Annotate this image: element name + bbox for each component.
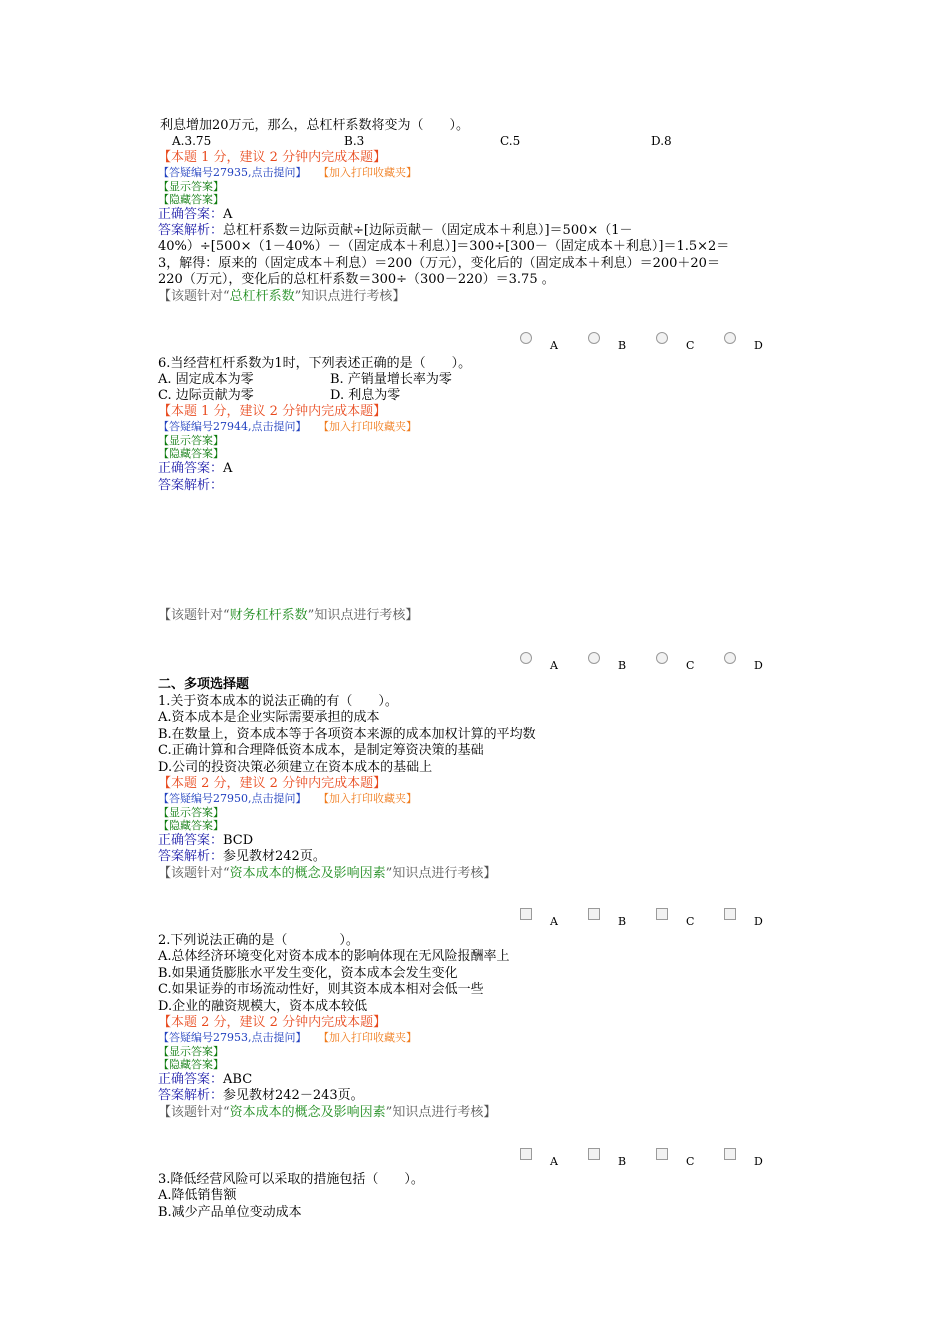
- m1-option-d[interactable]: D: [724, 908, 764, 930]
- q5-answer-label: 正确答案：: [158, 207, 224, 222]
- q5-qa-link[interactable]: 【答疑编号27935,点击提问】: [158, 166, 307, 179]
- m1-option-a[interactable]: A: [520, 908, 560, 930]
- m1-knowledge-point: 【该题针对“资本成本的概念及影响因素”知识点进行考核】: [158, 866, 497, 881]
- m2-option-a[interactable]: A: [520, 1148, 560, 1170]
- q6-qa-link[interactable]: 【答疑编号27944,点击提问】: [158, 420, 307, 433]
- q6-choice-a: A. 固定成本为零: [158, 372, 254, 387]
- m1-qa-link[interactable]: 【答疑编号27950,点击提问】: [158, 792, 307, 805]
- m2-knowledge-point: 【该题针对“资本成本的概念及影响因素”知识点进行考核】: [158, 1105, 497, 1120]
- q5-choice-a: A.3.75: [172, 134, 212, 148]
- m2-links: [158, 1031, 417, 1045]
- radio-icon[interactable]: [588, 332, 600, 344]
- q5-score: 【本题 1 分，建议 2 分钟内完成本题】: [158, 150, 387, 165]
- q5-fav-link[interactable]: 【加入打印收藏夹】: [318, 166, 417, 179]
- checkbox-icon[interactable]: [656, 1148, 668, 1160]
- radio-icon[interactable]: [520, 652, 532, 664]
- radio-icon[interactable]: [724, 652, 736, 664]
- q5-option-c[interactable]: C: [656, 332, 696, 354]
- m1-show-answer[interactable]: 【显示答案】: [158, 806, 224, 819]
- q6-stem: 6.当经营杠杆系数为1时，下列表述正确的是（ ）。: [158, 356, 472, 371]
- m1-stem: 1.关于资本成本的说法正确的有（ ）。: [158, 694, 398, 709]
- checkbox-icon[interactable]: [724, 908, 736, 920]
- m1-choice-b: B.在数量上，资本成本等于各项资本来源的成本加权计算的平均数: [158, 727, 536, 742]
- m1-option-c[interactable]: C: [656, 908, 696, 930]
- q6-knowledge-point: 【该题针对“财务杠杆系数”知识点进行考核】: [158, 608, 419, 623]
- q5-answer: [158, 207, 232, 223]
- q6-option-d[interactable]: D: [724, 652, 764, 674]
- checkbox-icon[interactable]: [656, 908, 668, 920]
- q6-hide-answer[interactable]: 【隐藏答案】: [158, 447, 224, 460]
- q5-choice-c: C.5: [500, 134, 521, 148]
- m1-option-b[interactable]: B: [588, 908, 628, 930]
- m2-stem: 2.下列说法正确的是（ ）。: [158, 933, 359, 948]
- q6-choice-b: B. 产销量增长率为零: [330, 372, 452, 387]
- radio-icon[interactable]: [724, 332, 736, 344]
- q6-choice-c: C. 边际贡献为零: [158, 388, 254, 403]
- m2-qa-link[interactable]: 【答疑编号27953,点击提问】: [158, 1031, 307, 1044]
- radio-icon[interactable]: [520, 332, 532, 344]
- m1-choice-c: C.正确计算和合理降低资本成本，是制定筹资决策的基础: [158, 743, 484, 758]
- q5-option-b[interactable]: B: [588, 332, 628, 354]
- q6-answer-value: A: [223, 461, 233, 476]
- m2-answer-options: [520, 1148, 780, 1170]
- q6-option-c[interactable]: C: [656, 652, 696, 674]
- m2-analysis: 答案解析：参见教材242－243页。: [158, 1088, 364, 1103]
- q5-hide-answer[interactable]: 【隐藏答案】: [158, 193, 224, 206]
- q6-kp-name: 财务杠杆系数: [229, 608, 308, 623]
- checkbox-icon[interactable]: [588, 908, 600, 920]
- m2-score: 【本题 2 分，建议 2 分钟内完成本题】: [158, 1015, 387, 1030]
- q6-answer-label: 正确答案：: [158, 461, 224, 476]
- m1-answer-options: [520, 908, 780, 930]
- q6-answer-options: [520, 652, 780, 674]
- m2-answer: [158, 1072, 252, 1088]
- m2-choice-d: D.企业的融资规模大，资本成本较低: [158, 999, 368, 1014]
- q6-option-b[interactable]: B: [588, 652, 628, 674]
- q5-analysis-label: 答案解析：: [158, 223, 224, 238]
- q6-analysis-label: 答案解析：: [158, 478, 224, 493]
- m1-answer: [158, 833, 253, 849]
- q5-option-d[interactable]: D: [724, 332, 764, 354]
- q5-analysis-line-3: 3，解得：原来的（固定成本＋利息）＝200（万元），变化后的（固定成本＋利息）＝200＋20＝: [158, 256, 720, 271]
- m2-option-d[interactable]: D: [724, 1148, 764, 1170]
- checkbox-icon[interactable]: [520, 908, 532, 920]
- m1-hide-answer[interactable]: 【隐藏答案】: [158, 819, 224, 832]
- checkbox-icon[interactable]: [520, 1148, 532, 1160]
- q6-score: 【本题 1 分，建议 2 分钟内完成本题】: [158, 404, 387, 419]
- q6-links: [158, 420, 417, 434]
- q5-knowledge-point: 【该题针对“总杠杆系数”知识点进行考核】: [158, 289, 406, 304]
- radio-icon[interactable]: [656, 652, 668, 664]
- m2-show-answer[interactable]: 【显示答案】: [158, 1045, 224, 1058]
- q5-kp-name: 总杠杆系数: [229, 289, 295, 304]
- q5-analysis-line-1: 答案解析：总杠杆系数＝边际贡献÷[边际贡献－（固定成本＋利息）]＝500×（1－: [158, 223, 633, 238]
- m3-choice-a: A.降低销售额: [158, 1188, 237, 1203]
- m3-choice-b: B.减少产品单位变动成本: [158, 1205, 302, 1220]
- section-title: 二、多项选择题: [158, 677, 250, 692]
- m2-fav-link[interactable]: 【加入打印收藏夹】: [318, 1031, 417, 1044]
- radio-icon[interactable]: [588, 652, 600, 664]
- q6-show-answer[interactable]: 【显示答案】: [158, 434, 224, 447]
- q5-analysis-line-2: 40%）÷[500×（1－40%）－（固定成本＋利息）]＝300÷[300－（固定成本＋利息）]＝1.5×2＝: [158, 239, 730, 254]
- m2-answer-value: ABC: [223, 1072, 253, 1087]
- q5-analysis-line-4: 220（万元），变化后的总杠杆系数＝300÷（300－220）＝3.75 。: [158, 272, 555, 287]
- m1-links: [158, 792, 417, 806]
- m1-score: 【本题 2 分，建议 2 分钟内完成本题】: [158, 776, 387, 791]
- m1-analysis-label: 答案解析：: [158, 849, 224, 864]
- q5-links: [158, 166, 417, 180]
- m2-choice-c: C.如果证券的市场流动性好，则其资本成本相对会低一些: [158, 982, 484, 997]
- m3-stem: 3.降低经营风险可以采取的措施包括（ ）。: [158, 1172, 424, 1187]
- q5-choice-d: D.8: [651, 134, 672, 148]
- m1-choice-d: D.公司的投资决策必须建立在资本成本的基础上: [158, 760, 433, 775]
- radio-icon[interactable]: [656, 332, 668, 344]
- checkbox-icon[interactable]: [588, 1148, 600, 1160]
- m1-fav-link[interactable]: 【加入打印收藏夹】: [318, 792, 417, 805]
- m2-option-c[interactable]: C: [656, 1148, 696, 1170]
- q6-option-a[interactable]: A: [520, 652, 560, 674]
- m1-answer-value: BCD: [223, 833, 254, 848]
- m2-answer-label: 正确答案：: [158, 1072, 224, 1087]
- m2-analysis-label: 答案解析：: [158, 1088, 224, 1103]
- m2-option-b[interactable]: B: [588, 1148, 628, 1170]
- q6-fav-link[interactable]: 【加入打印收藏夹】: [318, 420, 417, 433]
- q5-option-a[interactable]: A: [520, 332, 560, 354]
- m1-analysis: 答案解析：参见教材242页。: [158, 849, 326, 864]
- m2-choice-a: A.总体经济环境变化对资本成本的影响体现在无风险报酬率上: [158, 949, 510, 964]
- m2-kp-name: 资本成本的概念及影响因素: [229, 1105, 386, 1120]
- m1-kp-name: 资本成本的概念及影响因素: [229, 866, 386, 881]
- q5-stem: 利息增加20万元，那么，总杠杆系数将变为（ ）。: [160, 118, 470, 133]
- q6-answer: [158, 461, 232, 477]
- checkbox-icon[interactable]: [724, 1148, 736, 1160]
- q5-answer-value: A: [223, 207, 233, 222]
- m1-choice-a: A.资本成本是企业实际需要承担的成本: [158, 710, 380, 725]
- m1-answer-label: 正确答案：: [158, 833, 224, 848]
- q5-answer-options: [520, 332, 780, 354]
- q5-choice-b: B.3: [344, 134, 365, 148]
- m2-choice-b: B.如果通货膨胀水平发生变化，资本成本会发生变化: [158, 966, 458, 981]
- q5-show-answer[interactable]: 【显示答案】: [158, 180, 224, 193]
- q6-choice-d: D. 利息为零: [330, 388, 401, 403]
- m2-hide-answer[interactable]: 【隐藏答案】: [158, 1058, 224, 1071]
